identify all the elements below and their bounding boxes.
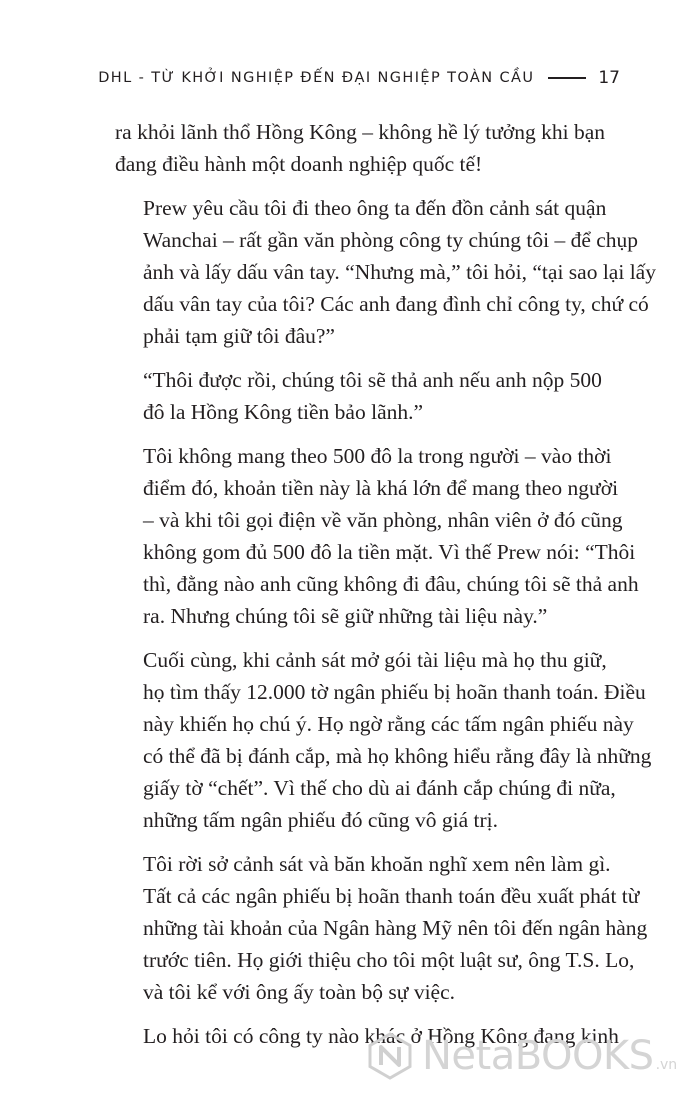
text-line: dấu vân tay của tôi? Các anh đang đình chỉ công ty, chứ có	[143, 292, 649, 316]
text-line: ảnh và lấy dấu vân tay. “Nhưng mà,” tôi hỏi, “tại sao lại lấy	[143, 260, 656, 284]
header-rule	[548, 77, 586, 79]
text-line: những tài khoản của Ngân hàng Mỹ nên tôi đến ngân hàng	[143, 916, 648, 940]
paragraph	[115, 848, 648, 1008]
text-line: họ tìm thấy 12.000 tờ ngân phiếu bị hoãn thanh toán. Điều	[143, 680, 646, 704]
text-line: ra khỏi lãnh thổ Hồng Kông – không hề lý tưởng khi bạn	[115, 120, 605, 144]
text-line: – và khi tôi gọi điện về văn phòng, nhân viên ở đó cũng	[143, 508, 623, 532]
text-line: ra. Nhưng chúng tôi sẽ giữ những tài liệu này.”	[143, 604, 548, 628]
text-line: những tấm ngân phiếu đó cũng vô giá trị.	[143, 808, 498, 832]
text-line: Lo hỏi tôi có công ty nào khác ở Hồng Kông đang kinh	[143, 1024, 619, 1048]
paragraph	[115, 192, 656, 352]
text-line: không gom đủ 500 đô la tiền mặt. Vì thế Prew nói: “Thôi	[143, 540, 636, 564]
text-line: đô la Hồng Kông tiền bảo lãnh.”	[143, 400, 424, 424]
text-line: này khiến họ chú ý. Họ ngờ rằng các tấm ngân phiếu này	[143, 712, 634, 736]
paragraph	[115, 440, 639, 632]
watermark-tld: .vn	[655, 1057, 678, 1073]
text-line: phải tạm giữ tôi đâu?”	[143, 324, 335, 348]
body-text	[115, 116, 656, 1064]
text-line: trước tiên. Họ giới thiệu cho tôi một luật sư, ông T.S. Lo,	[143, 948, 635, 972]
watermark	[366, 1032, 677, 1080]
text-line: Tôi không mang theo 500 đô la trong người – vào thời	[143, 444, 612, 468]
paragraph	[115, 364, 629, 428]
text-line: Prew yêu cầu tôi đi theo ông ta đến đồn cảnh sát quận	[143, 196, 607, 220]
netabooks-logo-icon	[366, 1032, 414, 1080]
paragraph	[115, 116, 629, 180]
text-line: giấy tờ “chết”. Vì thế cho dù ai đánh cắp chúng đi nữa,	[143, 776, 616, 800]
text-line: “Thôi được rồi, chúng tôi sẽ thả anh nếu anh nộp 500	[143, 368, 602, 392]
running-header	[60, 68, 620, 88]
text-line: thì, đằng nào anh cũng không đi đâu, chúng tôi sẽ thả anh	[143, 572, 639, 596]
text-line: có thể đã bị đánh cắp, mà họ không hiểu rằng đây là những	[143, 744, 652, 768]
text-line: Tất cả các ngân phiếu bị hoãn thanh toán đều xuất phát từ	[143, 884, 640, 908]
watermark-brand: NetaBOOKS	[422, 1033, 654, 1079]
paragraph	[115, 644, 652, 836]
text-line: Cuối cùng, khi cảnh sát mở gói tài liệu mà họ thu giữ,	[143, 648, 607, 672]
text-line: Wanchai – rất gần văn phòng công ty chúng tôi – để chụp	[143, 228, 639, 252]
text-line: Tôi rời sở cảnh sát và băn khoăn nghĩ xem nên làm gì.	[143, 852, 611, 876]
text-line: đang điều hành một doanh nghiệp quốc tế!	[115, 152, 483, 176]
page-number: 17	[598, 68, 620, 88]
text-line: và tôi kể với ông ấy toàn bộ sự việc.	[143, 980, 456, 1004]
running-title: DHL - TỪ KHỞI NGHIỆP ĐẾN ĐẠI NGHIỆP TOÀN CẦU	[98, 70, 535, 86]
text-line: điểm đó, khoản tiền này là khá lớn để mang theo người	[143, 476, 619, 500]
